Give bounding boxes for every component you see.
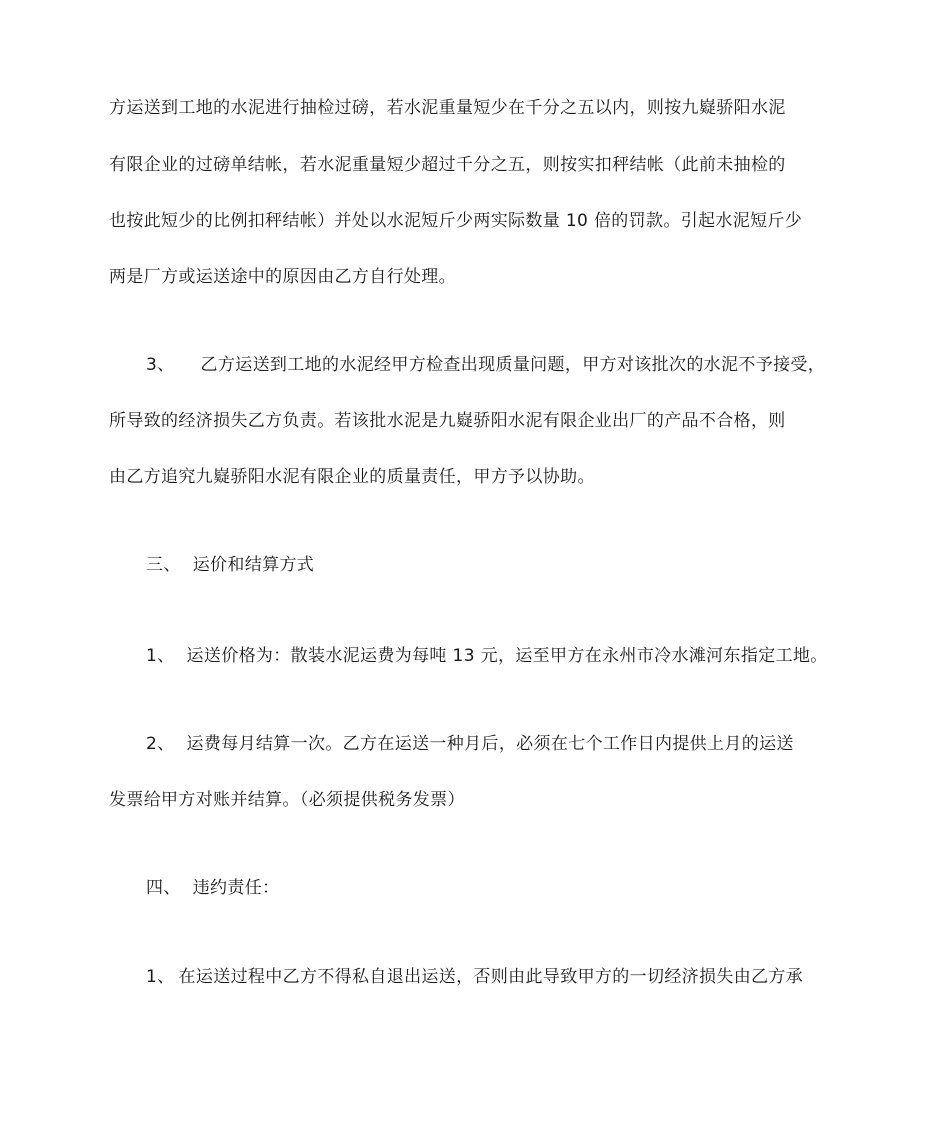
paragraph-line: 发票给甲方对账并结算。（必须提供税务发票） — [109, 790, 465, 810]
paragraph-line: 由乙方追究九嶷骄阳水泥有限企业的质量责任，甲方予以协助。 — [109, 467, 595, 487]
paragraph-line: 也按此短少的比例扣秤结帐）并处以水泥短斤少两实际数量 10 倍的罚款。引起水泥短斤少 — [109, 211, 803, 231]
section-title: 违约责任： — [192, 878, 280, 898]
paragraph-line: 有限企业的过磅单结帐，若水泥重量短少超过千分之五，则按实扣秤结帐（此前未抽检的 — [109, 155, 786, 175]
paragraph-line: 方运送到工地的水泥进行抽检过磅，若水泥重量短少在千分之五以内，则按九嶷骄阳水泥 — [109, 98, 786, 118]
item-number: 1、 — [146, 646, 175, 666]
item-text: 运送价格为：散装水泥运费为每吨 13 元，运至甲方在永州市冷水滩河东指定工地。 — [186, 646, 828, 666]
section-number: 三、 — [146, 555, 181, 575]
clause-text: 乙方运送到工地的水泥经甲方检查出现质量问题，甲方对该批次的水泥不予接受， — [200, 355, 826, 375]
item-number: 2、 — [146, 734, 175, 754]
item-text: 运费每月结算一次。乙方在运送一种月后，必须在七个工作日内提供上月的运送 — [186, 734, 794, 754]
section-number: 四、 — [146, 878, 181, 898]
item-number: 1、 — [146, 967, 175, 987]
clause-number: 3、 — [146, 355, 175, 375]
section-heading — [146, 553, 314, 577]
list-item — [146, 965, 803, 989]
section-title: 运价和结算方式 — [192, 555, 315, 575]
clause-3-first-line — [146, 353, 825, 377]
list-item — [146, 732, 794, 756]
item-text: 在运送过程中乙方不得私自退出运送，否则由此导致甲方的一切经济损失由乙方承 — [178, 967, 804, 987]
paragraph-line: 所导致的经济损失乙方负责。若该批水泥是九嶷骄阳水泥有限企业出厂的产品不合格，则 — [109, 411, 786, 431]
paragraph-line: 两是厂方或运送途中的原因由乙方自行处理。 — [109, 267, 456, 287]
section-heading — [146, 876, 279, 900]
list-item — [146, 644, 828, 668]
